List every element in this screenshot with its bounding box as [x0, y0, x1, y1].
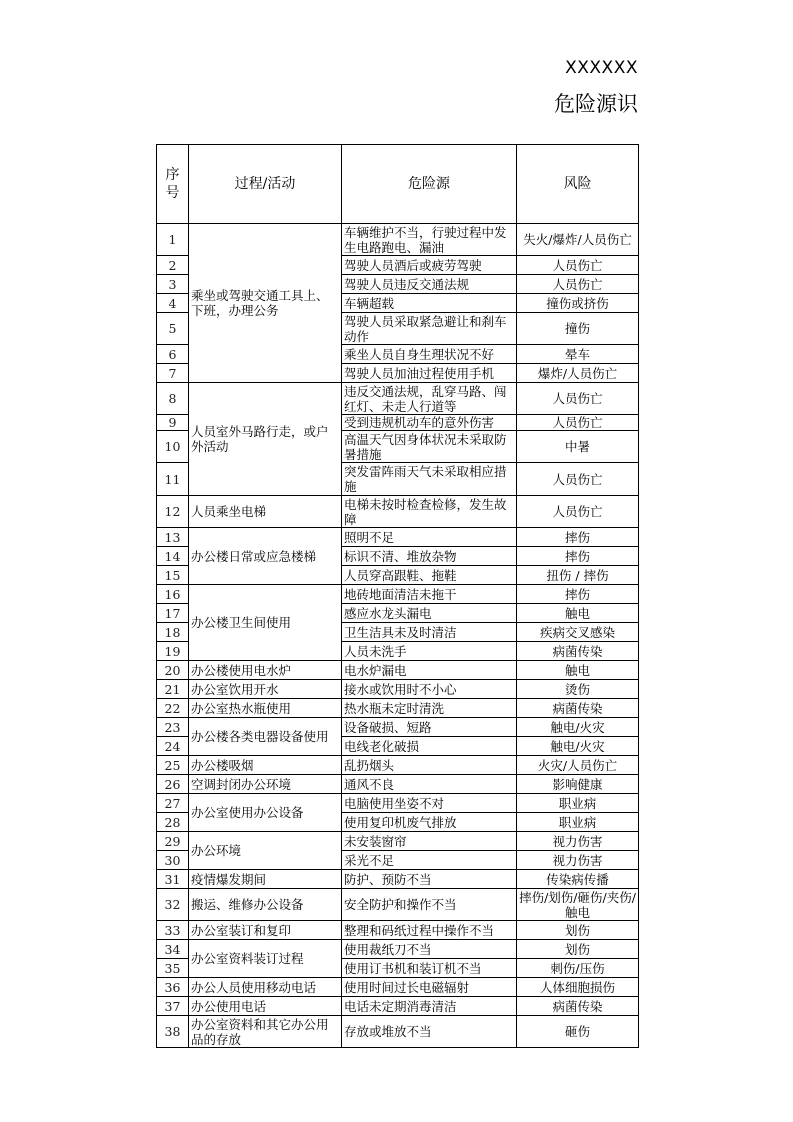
row-number: 29 — [157, 832, 189, 851]
risk-cell: 传染病传播 — [517, 870, 639, 889]
risk-cell: 爆炸/人员伤亡 — [517, 364, 639, 383]
hazard-cell: 采光不足 — [342, 851, 517, 870]
activity-cell: 办公室资料和其它办公用品的存放 — [189, 1016, 342, 1048]
hazard-cell: 电水炉漏电 — [342, 661, 517, 680]
hazard-cell: 电梯未按时检查检修，发生故障 — [342, 496, 517, 528]
activity-cell: 人员乘坐电梯 — [189, 496, 342, 528]
risk-cell: 疾病交叉感染 — [517, 623, 639, 642]
hazard-cell: 受到违规机动车的意外伤害 — [342, 415, 517, 431]
hazard-cell: 人员穿高跟鞋、拖鞋 — [342, 566, 517, 585]
row-number: 13 — [157, 528, 189, 547]
row-number: 19 — [157, 642, 189, 661]
risk-cell: 刺伤/压伤 — [517, 959, 639, 978]
hazard-cell: 使用时间过长电磁辐射 — [342, 978, 517, 997]
risk-cell: 触电 — [517, 604, 639, 623]
row-number: 6 — [157, 345, 189, 364]
table-row — [157, 718, 639, 737]
column-header-risk: 风险 — [517, 145, 639, 224]
table-row — [157, 1016, 639, 1048]
hazard-cell: 驾驶人员加油过程使用手机 — [342, 364, 517, 383]
risk-cell: 人员伤亡 — [517, 275, 639, 294]
hazard-cell: 整理和码纸过程中操作不当 — [342, 921, 517, 940]
activity-cell: 办公楼日常或应急楼梯 — [189, 528, 342, 585]
row-number: 11 — [157, 463, 189, 496]
risk-cell: 撞伤或挤伤 — [517, 294, 639, 313]
row-number: 38 — [157, 1016, 189, 1048]
risk-cell: 划伤 — [517, 921, 639, 940]
table-row — [157, 585, 639, 604]
hazard-cell: 驾驶人员酒后或疲劳驾驶 — [342, 256, 517, 275]
risk-cell: 烫伤 — [517, 680, 639, 699]
hazard-cell: 乱扔烟头 — [342, 756, 517, 775]
risk-cell: 失火/爆炸/人员伤亡 — [517, 224, 639, 256]
hazard-cell: 安全防护和操作不当 — [342, 889, 517, 921]
hazard-cell: 标识不清、堆放杂物 — [342, 547, 517, 566]
activity-cell: 搬运、维修办公设备 — [189, 889, 342, 921]
risk-cell: 职业病 — [517, 813, 639, 832]
hazard-cell: 接水或饮用时不小心 — [342, 680, 517, 699]
table-row — [157, 870, 639, 889]
risk-cell: 触电/火灾 — [517, 718, 639, 737]
row-number: 18 — [157, 623, 189, 642]
risk-cell: 摔伤 — [517, 528, 639, 547]
risk-cell: 中暑 — [517, 431, 639, 463]
row-number: 36 — [157, 978, 189, 997]
table-row — [157, 997, 639, 1016]
row-number: 15 — [157, 566, 189, 585]
activity-cell: 办公室使用办公设备 — [189, 794, 342, 832]
company-name: XXXXXX — [565, 58, 638, 78]
row-number: 5 — [157, 313, 189, 345]
hazard-cell: 违反交通法规，乱穿马路、闯红灯、未走人行道等 — [342, 383, 517, 415]
row-number: 23 — [157, 718, 189, 737]
hazard-cell: 使用订书机和装订机不当 — [342, 959, 517, 978]
table-header-row — [157, 145, 639, 224]
risk-cell: 摔伤 — [517, 547, 639, 566]
hazard-cell: 电线老化破损 — [342, 737, 517, 756]
risk-cell: 职业病 — [517, 794, 639, 813]
risk-cell: 人员伤亡 — [517, 496, 639, 528]
risk-cell: 划伤 — [517, 940, 639, 959]
risk-cell: 人员伤亡 — [517, 463, 639, 496]
hazard-cell: 突发雷阵雨天气未采取相应措施 — [342, 463, 517, 496]
row-number: 32 — [157, 889, 189, 921]
row-number: 28 — [157, 813, 189, 832]
row-number: 30 — [157, 851, 189, 870]
activity-cell: 办公人员使用移动电话 — [189, 978, 342, 997]
row-number: 8 — [157, 383, 189, 415]
table-row — [157, 680, 639, 699]
activity-cell: 办公室资料装订过程 — [189, 940, 342, 978]
activity-cell: 办公楼使用电水炉 — [189, 661, 342, 680]
row-number: 7 — [157, 364, 189, 383]
activity-cell: 人员室外马路行走，或户外活动 — [189, 383, 342, 496]
table-row — [157, 921, 639, 940]
risk-cell: 人体细胞损伤 — [517, 978, 639, 997]
activity-cell: 办公室饮用开水 — [189, 680, 342, 699]
row-number: 21 — [157, 680, 189, 699]
risk-cell: 视力伤害 — [517, 851, 639, 870]
activity-cell: 办公室热水瓶使用 — [189, 699, 342, 718]
row-number: 34 — [157, 940, 189, 959]
activity-cell: 办公室装订和复印 — [189, 921, 342, 940]
risk-cell: 晕车 — [517, 345, 639, 364]
activity-cell: 办公使用电话 — [189, 997, 342, 1016]
risk-cell: 视力伤害 — [517, 832, 639, 851]
row-number: 12 — [157, 496, 189, 528]
table-row — [157, 383, 639, 415]
hazard-cell: 驾驶人员违反交通法规 — [342, 275, 517, 294]
row-number: 3 — [157, 275, 189, 294]
table-body — [157, 224, 639, 1048]
hazard-cell: 感应水龙头漏电 — [342, 604, 517, 623]
activity-cell: 空调封闭办公环境 — [189, 775, 342, 794]
column-header-label: 序号 — [165, 167, 180, 201]
table-row — [157, 224, 639, 256]
table-row — [157, 699, 639, 718]
risk-cell: 人员伤亡 — [517, 256, 639, 275]
row-number: 22 — [157, 699, 189, 718]
column-header-hazard: 危险源 — [342, 145, 517, 224]
row-number: 33 — [157, 921, 189, 940]
hazard-cell: 乘坐人员自身生理状况不好 — [342, 345, 517, 364]
risk-cell: 摔伤 — [517, 585, 639, 604]
row-number: 27 — [157, 794, 189, 813]
row-number: 17 — [157, 604, 189, 623]
risk-cell: 触电 — [517, 661, 639, 680]
activity-cell: 乘坐或驾驶交通工具上、下班，办理公务 — [189, 224, 342, 383]
hazard-cell: 人员未洗手 — [342, 642, 517, 661]
column-header-no — [157, 145, 189, 224]
row-number: 16 — [157, 585, 189, 604]
risk-cell: 影响健康 — [517, 775, 639, 794]
row-number: 31 — [157, 870, 189, 889]
risk-cell: 摔伤/划伤/砸伤/夹伤/触电 — [517, 889, 639, 921]
hazard-cell: 电话未定期消毒清洁 — [342, 997, 517, 1016]
row-number: 4 — [157, 294, 189, 313]
row-number: 14 — [157, 547, 189, 566]
risk-cell: 砸伤 — [517, 1016, 639, 1048]
hazard-identification-table — [156, 144, 639, 1048]
risk-cell: 人员伤亡 — [517, 383, 639, 415]
hazard-cell: 热水瓶未定时清洗 — [342, 699, 517, 718]
row-number: 35 — [157, 959, 189, 978]
table-row — [157, 832, 639, 851]
hazard-cell: 卫生洁具未及时清洁 — [342, 623, 517, 642]
hazard-cell: 使用裁纸刀不当 — [342, 940, 517, 959]
page-title: 危险源识 — [554, 92, 638, 116]
row-number: 24 — [157, 737, 189, 756]
table-row — [157, 496, 639, 528]
hazard-cell: 车辆维护不当，行驶过程中发生电路跑电、漏油 — [342, 224, 517, 256]
row-number: 1 — [157, 224, 189, 256]
hazard-cell: 地砖地面清洁未拖干 — [342, 585, 517, 604]
activity-cell: 办公楼各类电器设备使用 — [189, 718, 342, 756]
hazard-cell: 防护、预防不当 — [342, 870, 517, 889]
table-row — [157, 978, 639, 997]
risk-cell: 扭伤 / 摔伤 — [517, 566, 639, 585]
row-number: 25 — [157, 756, 189, 775]
table-row — [157, 889, 639, 921]
column-header-activity: 过程/活动 — [189, 145, 342, 224]
activity-cell: 疫情爆发期间 — [189, 870, 342, 889]
table-row — [157, 775, 639, 794]
table-row — [157, 661, 639, 680]
table-row — [157, 528, 639, 547]
risk-cell: 人员伤亡 — [517, 415, 639, 431]
hazard-cell: 未安装窗帘 — [342, 832, 517, 851]
row-number: 9 — [157, 415, 189, 431]
row-number: 20 — [157, 661, 189, 680]
hazard-cell: 使用复印机废气排放 — [342, 813, 517, 832]
activity-cell: 办公楼卫生间使用 — [189, 585, 342, 661]
row-number: 2 — [157, 256, 189, 275]
activity-cell: 办公环境 — [189, 832, 342, 870]
risk-cell: 病菌传染 — [517, 997, 639, 1016]
table-row — [157, 940, 639, 959]
risk-cell: 撞伤 — [517, 313, 639, 345]
risk-cell: 病菌传染 — [517, 642, 639, 661]
hazard-cell: 存放或堆放不当 — [342, 1016, 517, 1048]
hazard-cell: 设备破损、短路 — [342, 718, 517, 737]
row-number: 26 — [157, 775, 189, 794]
hazard-cell: 通风不良 — [342, 775, 517, 794]
hazard-cell: 照明不足 — [342, 528, 517, 547]
hazard-cell: 驾驶人员采取紧急避让和刹车动作 — [342, 313, 517, 345]
activity-cell: 办公楼吸烟 — [189, 756, 342, 775]
table-row — [157, 794, 639, 813]
row-number: 10 — [157, 431, 189, 463]
row-number: 37 — [157, 997, 189, 1016]
table-row — [157, 756, 639, 775]
hazard-cell: 电脑使用坐姿不对 — [342, 794, 517, 813]
risk-cell: 火灾/人员伤亡 — [517, 756, 639, 775]
hazard-cell: 高温天气因身体状况未采取防暑措施 — [342, 431, 517, 463]
risk-cell: 触电/火灾 — [517, 737, 639, 756]
risk-cell: 病菌传染 — [517, 699, 639, 718]
hazard-cell: 车辆超载 — [342, 294, 517, 313]
